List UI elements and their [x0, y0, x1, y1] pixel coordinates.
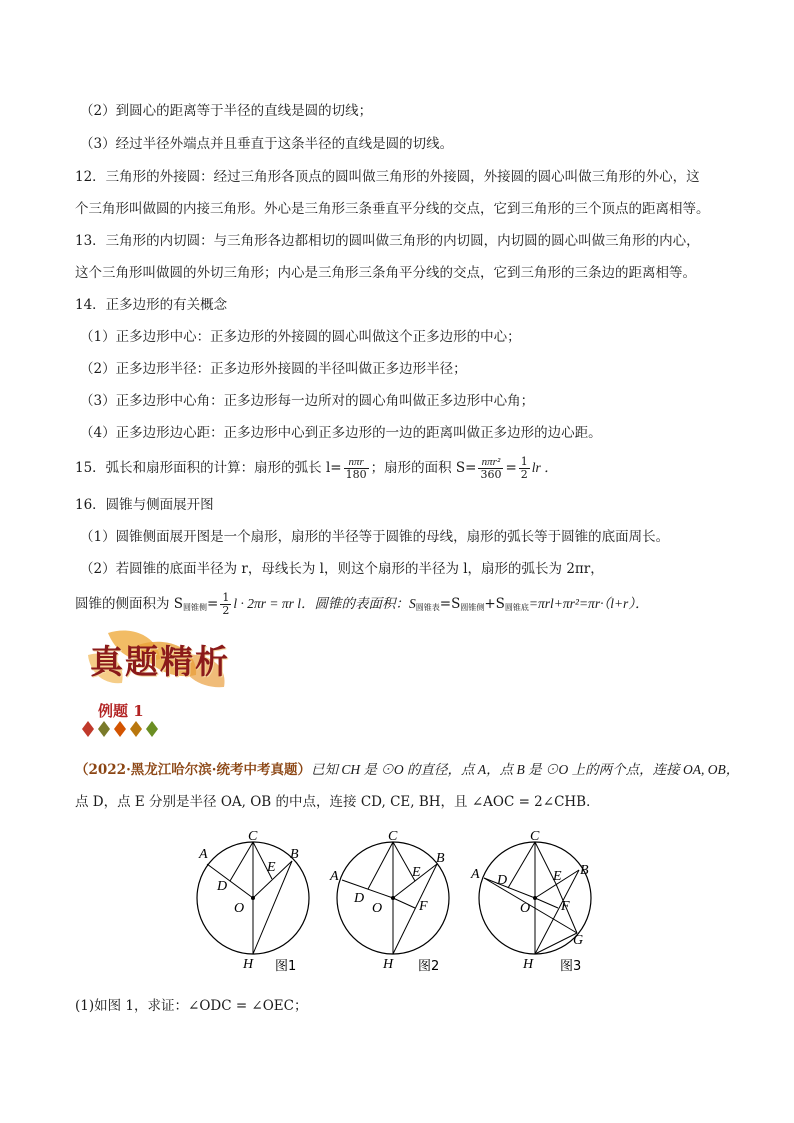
section-banner-title: 真题精析 [90, 642, 230, 681]
formula-line-15 [75, 455, 558, 481]
text-line: （3）经过半径外端点并且垂直于这条半径的直线是圆的切线。 [80, 136, 454, 152]
problem-text: 已知 CH 是 ⊙O 的直径，点 A，点 B 是 ⊙O 上的两个点，连接 OA, OB， [310, 762, 740, 777]
formula-text: = [207, 596, 219, 612]
figure-1 [197, 829, 309, 974]
label-A: A [330, 869, 339, 884]
formula-line-16 [75, 590, 649, 622]
text-line: 12．三角形的外接圆：经过三角形各顶点的圆叫做三角形的外接圆，外接圆的圆心叫做三角形的外心，这 [75, 169, 700, 185]
label-A: A [471, 867, 480, 882]
label-O: O [372, 901, 383, 916]
arc-length-fraction [344, 456, 369, 481]
label-G: G [573, 933, 584, 948]
problem-line-1 [75, 760, 739, 780]
text-line: （2）到圆心的距离等于半径的直线是圆的切线； [80, 103, 373, 119]
figure-2 [329, 829, 449, 974]
text-line: 13．三角形的内切圆：与三角形各边都相切的圆叫做三角形的内切圆，内切圆的圆心叫做三角形的内心， [75, 233, 700, 249]
half-fraction [519, 456, 530, 481]
label-C: C [248, 829, 258, 844]
label-B: B [290, 847, 299, 862]
formula-text: ；扇形的面积 S= [370, 460, 477, 476]
fraction-numerator: nπr² [478, 456, 503, 469]
label-E: E [412, 865, 421, 880]
subscript: 圆锥侧 [460, 603, 485, 612]
problem-line-2: 点 D，点 E 分别是半径 OA, OB 的中点，连接 CD, CE, BH，且 ∠AOC = 2∠CHB． [75, 794, 600, 810]
label-F: F [419, 899, 428, 914]
label-E: E [553, 869, 562, 884]
figure-3-caption: 图3 [560, 959, 582, 974]
formula-text: l · 2πr = πr l．圆锥的表面积：S [233, 596, 416, 611]
text-line: （3）正多边形中心角：正多边形每一边所对的圆心角叫做正多边形中心角； [80, 393, 535, 409]
label-H: H [383, 957, 394, 972]
fraction-numerator: nπr [344, 456, 369, 469]
formula-text: =πrl+πr²=πr·（l+r）． [528, 596, 649, 611]
subscript: 圆锥侧 [183, 603, 208, 612]
geometry-figures [190, 828, 610, 978]
label-B: B [580, 863, 589, 878]
text-line: 这个三角形叫做圆的外切三角形；内心是三角形三条角平分线的交点，它到三角形的三条边的距离相等。 [75, 265, 696, 281]
label-O: O [520, 901, 531, 916]
label-D: D [497, 873, 508, 888]
text-line: （1）正多边形中心：正多边形的外接圆的圆心叫做这个正多边形的中心； [80, 329, 521, 345]
label-E: E [267, 860, 276, 875]
fraction-denominator: 2 [222, 604, 230, 617]
subscript: 圆锥表 [415, 603, 440, 612]
leaves-icon [80, 719, 170, 739]
text-line: （2）正多边形半径：正多边形外接圆的半径叫做正多边形半径； [80, 361, 467, 377]
label-D: D [354, 891, 365, 906]
problem-source: （2022·黑龙江哈尔滨·统考中考真题） [75, 762, 311, 778]
formula-text: lr ． [531, 460, 558, 475]
label-C: C [530, 829, 540, 844]
text-line: （2）若圆锥的底面半径为 r，母线长为 l，则这个扇形的半径为 l，扇形的弧长为 2πr， [80, 561, 604, 577]
text-line: 16．圆锥与侧面展开图 [75, 497, 214, 513]
formula-text: 15．弧长和扇形面积的计算：扇形的弧长 l= [75, 460, 342, 476]
label-H: H [243, 957, 254, 972]
figure-2-caption: 图2 [418, 959, 440, 974]
formula-text: +S [484, 596, 505, 612]
label-B: B [436, 851, 445, 866]
text-line: （1）圆锥侧面展开图是一个扇形，扇形的半径等于圆锥的母线，扇形的弧长等于圆锥的底面周长。 [80, 529, 670, 545]
figure-1-caption: 图1 [275, 959, 297, 974]
question-1: (1)如图 1，求证：∠ODC = ∠OEC； [75, 998, 308, 1014]
fraction-denominator: 360 [480, 468, 502, 481]
formula-text: = [505, 460, 517, 476]
example-label: 例题 1 [98, 702, 144, 720]
text-line: （4）正多边形边心距：正多边形中心到正多边形的一边的距离叫做正多边形的边心距。 [80, 425, 602, 441]
label-F: F [561, 899, 570, 914]
fraction-denominator: 180 [345, 468, 367, 481]
fraction-denominator: 2 [520, 468, 528, 481]
sector-area-fraction [478, 456, 503, 481]
formula-text: 圆锥的侧面积为 S [75, 596, 184, 612]
text-line: 14．正多边形的有关概念 [75, 297, 228, 313]
label-H: H [523, 957, 534, 972]
subscript: 圆锥底 [504, 603, 529, 612]
fraction-numerator: 1 [520, 455, 528, 468]
fraction-numerator: 1 [222, 591, 230, 604]
text-line: 个三角形叫做圆的内接三角形。外心是三角形三条垂直平分线的交点，它到三角形的三个顶点的距离相等。 [75, 201, 710, 217]
label-O: O [234, 901, 245, 916]
formula-text: =S [439, 596, 461, 612]
label-C: C [388, 829, 398, 844]
label-A: A [199, 847, 208, 862]
label-D: D [217, 879, 228, 894]
figure-3 [470, 829, 591, 974]
half-fraction [220, 592, 231, 617]
